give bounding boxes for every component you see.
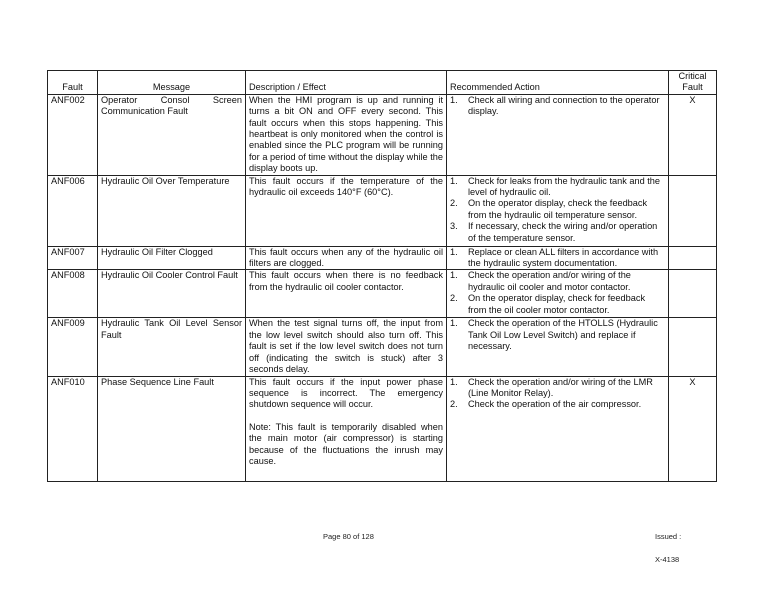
action-step-number: 1. bbox=[450, 270, 458, 281]
action-step-text: Check the operation of the air compressor. bbox=[468, 399, 642, 410]
action-step-number: 1. bbox=[450, 318, 458, 329]
action-step bbox=[450, 293, 665, 316]
action-step-number: 1. bbox=[450, 94, 458, 105]
critical-flag bbox=[669, 318, 717, 376]
fault-description bbox=[246, 318, 447, 376]
action-step-text: Check the operation and/or wiring of the hydraulic oil cooler and motor contactor. bbox=[468, 270, 631, 292]
critical-flag: X bbox=[669, 376, 717, 481]
action-step bbox=[450, 318, 665, 352]
action-step-number: 2. bbox=[450, 293, 458, 304]
action-step-text: On the operator display, check for feedback from the oil cooler motor contactor. bbox=[468, 293, 646, 315]
fault-rows bbox=[48, 94, 717, 481]
fault-message: Hydraulic Oil Cooler Control Fault bbox=[98, 270, 246, 318]
description-paragraph: Note: This fault is temporarily disabled when the main motor (air compressor) is starting because of the fluctuations the inrush may cause. bbox=[249, 421, 443, 466]
description-paragraph: This fault occurs when any of the hydraulic oil filters are clogged. bbox=[249, 246, 443, 269]
action-list bbox=[450, 95, 665, 118]
critical-flag bbox=[669, 270, 717, 318]
critical-flag: X bbox=[669, 94, 717, 175]
recommended-action bbox=[447, 94, 669, 175]
fault-message: Hydraulic Oil Filter Clogged bbox=[98, 246, 246, 270]
description-paragraph: This fault occurs when there is no feedback from the hydraulic oil cooler contactor. bbox=[249, 270, 443, 292]
description-paragraph: When the test signal turns off, the input from the low level switch should also turn off. This fault is set if the low level switch does not turn off (indicating the switch is stuck) after 3 seconds delay. bbox=[249, 318, 443, 375]
action-step bbox=[450, 198, 665, 221]
fault-message: Hydraulic Tank Oil Level Sensor Fault bbox=[98, 318, 246, 376]
recommended-action bbox=[447, 175, 669, 246]
critical-flag bbox=[669, 246, 717, 270]
fault-message: Phase Sequence Line Fault bbox=[98, 376, 246, 481]
fault-message: Hydraulic Oil Over Temperature bbox=[98, 175, 246, 246]
fault-description bbox=[246, 270, 447, 318]
action-step-number: 1. bbox=[450, 246, 458, 257]
fault-code: ANF007 bbox=[48, 246, 98, 270]
page-number: Page 80 of 128 bbox=[323, 532, 374, 541]
table-row bbox=[48, 94, 717, 175]
action-step bbox=[450, 270, 665, 293]
action-step bbox=[450, 176, 665, 199]
description-paragraph: When the HMI program is up and running it turns a bit ON and OFF every second. This fault occurs when this stops happening. This heartbeat is only monitored when the control is enabled since the PLC program will be running for a period of time without the display while the display boots up. bbox=[249, 94, 443, 174]
description-paragraph: This fault occurs if the input power phase sequence is incorrect. The emergency shutdown sequence will occur. bbox=[249, 376, 443, 410]
action-step bbox=[450, 221, 665, 244]
action-list bbox=[450, 377, 665, 411]
fault-code: ANF008 bbox=[48, 270, 98, 318]
table-row bbox=[48, 318, 717, 376]
fault-code: ANF006 bbox=[48, 175, 98, 246]
recommended-action bbox=[447, 318, 669, 376]
header-message: Message bbox=[98, 71, 246, 95]
fault-table bbox=[47, 70, 717, 482]
issued-label: Issued : bbox=[655, 532, 682, 541]
fault-description bbox=[246, 246, 447, 270]
action-step-text: Check for leaks from the hydraulic tank and the level of hydraulic oil. bbox=[468, 175, 661, 198]
action-step bbox=[450, 377, 665, 400]
fault-description bbox=[246, 175, 447, 246]
action-step-number: 1. bbox=[450, 376, 458, 387]
action-list bbox=[450, 176, 665, 244]
recommended-action bbox=[447, 376, 669, 481]
action-step-number: 2. bbox=[450, 198, 458, 209]
action-step-text: Check all wiring and connection to the operator display. bbox=[468, 94, 660, 117]
table-row bbox=[48, 246, 717, 270]
table-row bbox=[48, 175, 717, 246]
table-row bbox=[48, 376, 717, 481]
action-step-text: Check the operation of the HTOLLS (Hydraulic Tank Oil Low Level Switch) and replace if necessary. bbox=[468, 318, 658, 352]
action-step-text: Check the operation and/or wiring of the LMR (Line Monitor Relay). bbox=[468, 376, 653, 398]
action-step-number: 3. bbox=[450, 221, 458, 232]
table-row bbox=[48, 270, 717, 318]
fault-code: ANF010 bbox=[48, 376, 98, 481]
header-fault: Fault bbox=[48, 71, 98, 95]
action-list bbox=[450, 318, 665, 352]
header-action: Recommended Action bbox=[447, 71, 669, 95]
action-step-text: If necessary, check the wiring and/or operation of the temperature sensor. bbox=[468, 221, 658, 243]
header-row bbox=[48, 71, 717, 95]
recommended-action bbox=[447, 270, 669, 318]
fault-description bbox=[246, 94, 447, 175]
action-step-number: 2. bbox=[450, 399, 458, 410]
action-step-text: On the operator display, check the feedback from the hydraulic oil temperature sensor. bbox=[468, 198, 648, 220]
fault-code: ANF009 bbox=[48, 318, 98, 376]
description-paragraph: This fault occurs if the temperature of the hydraulic oil exceeds 140°F (60°C). bbox=[249, 175, 443, 198]
fault-code: ANF002 bbox=[48, 94, 98, 175]
action-step-number: 1. bbox=[450, 175, 458, 186]
action-list bbox=[450, 247, 665, 270]
header-description: Description / Effect bbox=[246, 71, 447, 95]
action-step bbox=[450, 247, 665, 270]
fault-description bbox=[246, 376, 447, 481]
fault-message: Operator Consol Screen Communication Fault bbox=[98, 94, 246, 175]
header-critical: Critical Fault bbox=[669, 71, 717, 95]
critical-flag bbox=[669, 175, 717, 246]
document-id: X-4138 bbox=[655, 555, 680, 564]
action-step-text: Replace or clean ALL filters in accordance with the hydraulic system documentation. bbox=[468, 246, 659, 269]
action-step bbox=[450, 95, 665, 118]
action-step bbox=[450, 399, 665, 410]
recommended-action bbox=[447, 246, 669, 270]
action-list bbox=[450, 270, 665, 316]
